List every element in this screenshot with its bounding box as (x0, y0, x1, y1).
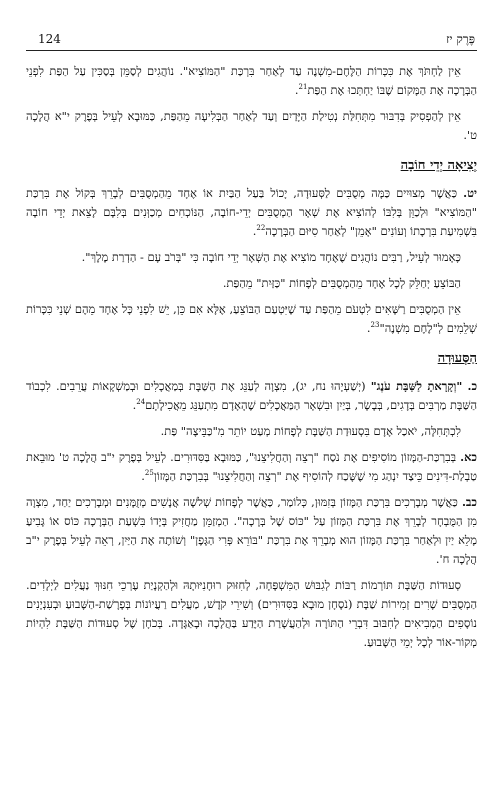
halacha-number: כא. (460, 450, 477, 464)
paragraph: כב. כַּאֲשֶׁר מְבָרְכִים בִּרְכַּת הַמָּזוֹן בְּזִמּוּן, כְּלוֹמַר, כַּאֲשֶׁר לְפָחוֹת שְׁלֹשָׁה אֲנָשִׁים מְזֻמָּנִים וּמְבָרְכִים יַחַד, מִצְוָה מִן הַמֻּבְחָר לְבָרֵךְ אֶת בִּרְכַּת הַמָּזוֹן עַל "כּוֹס שֶׁל בְּרָכָה". הַמְזַמֵּן מַחֲזִיק בְּיָדוֹ בִּשְׁעַת הַבְּרָכָה כּוֹס אוֹ גָּבִיעַ מָלֵא יַיִן וּלְאַחַר בִּרְכַּת הַמָּזוֹן הוּא מְבָרֵךְ אֶת בִּרְכַּת "בּוֹרֵא פְּרִי הַגָּפֶן" וְשׁוֹתֶה אֶת הַיַּיִן, רְאֵה לְעֵיל בְּפֶרֶק י"ב הֲלָכָה ח'. (26, 495, 477, 566)
footnote-ref: 25 (144, 469, 154, 478)
paragraph: סְעוּדוֹת הַשַּׁבָּת תּוֹרְמוֹת רַבּוֹת לְגִבּוּשׁ הַמִּשְׁפָּחָה, לְחִזּוּק רוּחָנִיּוּתָהּ וּלְהַקְנָיַת עֶרְכֵי חִנּוּךְ נַעֲלִים לַיְלָדִים. הַמְסֻבִּים שָׁרִים זְמִירוֹת שַׁבָּת (נֹסָחָן מוּבָא בַּסִּדּוּרִים) וְשִׁירֵי קֹדֶשׁ, מַעֲלִים רַעֲיוֹנוֹת בְּפָרָשַׁת-הַשָּׁבוּעַ וּבְעִנְיָנִים נוֹסָפִים הַמְבִיאִים לְחִבּוּב דִּבְרֵי הַתּוֹרָה וּלְהַעֲשָׁרַת הַיֶּדַע בַּהֲלָכָה וּבָאַגָּדָה. בְּכֹחָן שֶׁל סְעוּדוֹת הַשַּׁבָּת לִהְיוֹת מְקוֹר-אוֹר לְכָל יְמֵי הַשָּׁבוּעַ. (26, 578, 477, 649)
page-header (26, 30, 477, 52)
paragraph: הַבּוֹצֵעַ יְחַלֵּק לְכָל אֶחָד מֵהַמְסֻבִּים לְפָחוֹת "כַּזַּיִת" מֵהַפַּת. (222, 276, 461, 290)
paragraph: אֵין לְהַפְסִיק בְּדִבּוּר מִתְּחִלַּת נְטִילַת הַיָּדַיִם וְעַד לְאַחַר הַבְּלִיעָה מֵהַפַּת, כַּמּוּבָא לְעֵיל בְּפֶרֶק י"א הֲלָכָה ט'. (26, 109, 477, 142)
page-number: 124 (38, 32, 61, 46)
verse-quote: "וְקָרָאתָ לַשַּׁבָּת עֹנֶג" (370, 379, 463, 393)
footnote-ref: 23 (370, 321, 380, 330)
footnote-ref: 22 (256, 224, 266, 233)
section-heading: יְצִיאָה יְדֵי חוֹבָה (400, 158, 477, 173)
paragraph: כָּאָמוּר לְעֵיל, רַבִּים נוֹהֲגִים שֶׁאֶחָד מוֹצִיא אֶת הַשְּׁאָר יְדֵי חוֹבָה כִּי "בְּרֹב עָם - הַדְרַת מֶלֶךְ". (81, 250, 461, 264)
paragraph: אֵין לַחְתֹּךְ אֶת כִּכְּרוֹת הַלֶּחֶם-מִשְׁנֶה עַד לְאַחַר בִּרְכַּת "הַמּוֹצִיא". נוֹהֲגִים לְסַמֵּן בְּסַכִּין עַל הַפַּת לִפְנֵי הַבְּרָכָה אֶת הַמָּקוֹם שֶׁבּוֹ יַחְתְּכוּ אֶת הַפַּת$^{21}$. (26, 64, 477, 97)
page-body (26, 62, 477, 659)
header-rule (26, 50, 477, 51)
halacha-number: כ. (467, 379, 478, 393)
halacha-number: כב. (461, 495, 477, 509)
section-heading: הַסְּעוּדָה (437, 351, 477, 366)
chapter-title: פֶּרֶק יז (446, 32, 475, 46)
halacha-number: יט. (463, 186, 478, 200)
paragraph: לִכְתְּחִלָּה, יֹאכַל אָדָם בִּסְעוּדַת הַשַּׁבָּת לְפָחוֹת מְעַט יוֹתֵר מִ"כַּבֵּיצָה" פַּת. (160, 424, 461, 438)
paragraph: אֵין הַמְסֻבִּים רַשָּׁאִים לִטְעֹם מֵהַפַּת עַד שֶׁיִּטְעַם הַבּוֹצֵעַ, אֶלָּא אִם כֵּן, יֵשׁ לִפְנֵי כָּל אֶחָד מֵהֶם שְׁנֵי כִּכָּרוֹת שְׁלֵמִים לְ"לֶחֶם מִשְׁנֶה"$^{23}$. (26, 302, 477, 335)
paragraph: כא. בְּבִרְכַּת-הַמָּזוֹן מוֹסִיפִים אֶת נֹסַח "רְצֵה וְהַחֲלִיצֵנוּ", כַּמּוּבָא בַּסִּדּוּרִים. לְעֵיל בְּפֶרֶק י"ב הֲלָכָה ט' מוּבֵאת טַבְלַת-דִּינִים כֵּיצַד יִנְהַג מִי שֶׁשָּׁכַח לְהוֹסִיף אֶת "רְצֵה וְהַחֲלִיצֵנוּ" בְּבִרְכַּת הַמָּזוֹן$^{25}$. (26, 450, 477, 483)
paragraph: כ. "וְקָרָאתָ לַשַּׁבָּת עֹנֶג" (יְשַׁעְיָהוּ נח, יג), מִצְוָה לְעַנֵּג אֶת הַשַּׁבָּת בְּמַאֲכָלִים וּבְמַשְׁקָאוֹת עֲרֵבִים. לִכְבוֹד הַשַּׁבָּת מַרְבִּים בְּדָגִים, בְּבָשָׂר, בְּיַיִן וּבִשְׁאָר הַמַּאֲכָלִים שֶׁהָאָדָם מִתְעַנֵּג מֵאֲכִילָתָם$^{24}$. (26, 379, 478, 412)
paragraph: יט. כַּאֲשֶׁר מְצוּיִים כַּמָּה מְסֻבִּים לַסְּעוּדָה, יָכוֹל בַּעַל הַבַּיִת אוֹ אֶחָד מֵהַמְסֻבִּים לְבָרֵךְ בְּקוֹל אֶת בִּרְכַּת "הַמּוֹצִיא" וּלְכַוֵּן בְּלִבּוֹ לְהוֹצִיא אֶת שְׁאָר הַמְסֻבִּים יְדֵי-חוֹבָה, הַנּוֹכְחִים מְכַוְּנִים בְּלִבָּם לָצֵאת יְדֵי חוֹבָה בִּשְׁמִיעַת בִּרְכָתוֹ וְעוֹנִים "אָמֵן" לְאַחַר סִיּוּם הַבְּרָכָה$^{22}$. (26, 186, 478, 238)
footnote-ref: 24 (136, 398, 146, 407)
footnote-ref: 21 (298, 83, 308, 92)
